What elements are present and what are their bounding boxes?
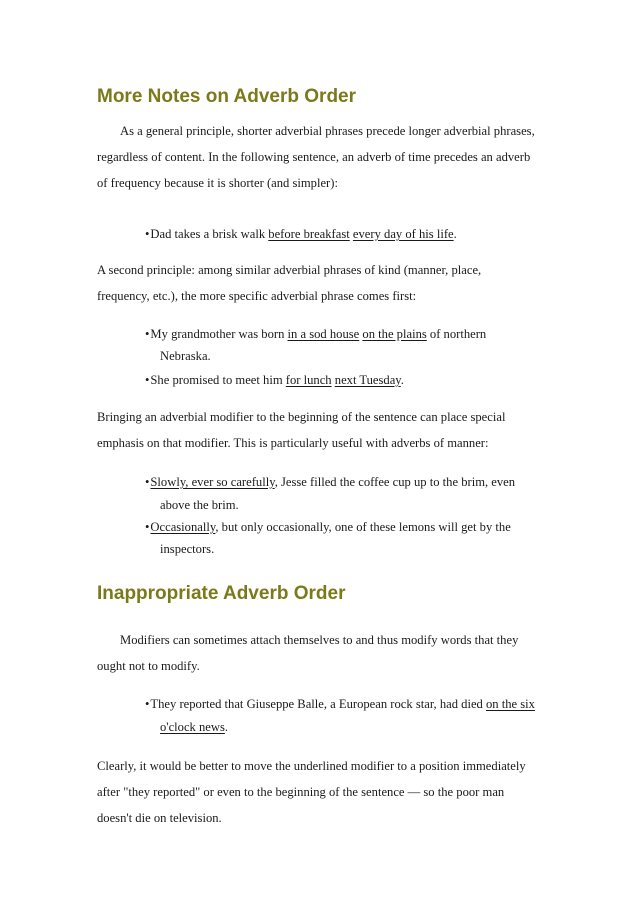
underlined-phrase: Slowly, ever so carefully	[150, 475, 275, 489]
text-run: A second principle: among similar adverbial phrases of kind (manner, place,	[97, 263, 482, 277]
text-run: ought not to modify.	[97, 659, 200, 673]
bullet-icon: •	[145, 520, 150, 534]
paragraph-line	[97, 409, 505, 425]
bullet-icon: •	[145, 227, 150, 241]
text-run: above the brim.	[160, 498, 239, 512]
text-run: emphasis on that modifier. This is particularly useful with adverbs of manner:	[97, 436, 489, 450]
text-run: , but only occasionally, one of these lemons will get by the	[215, 520, 511, 534]
section-heading: More Notes on Adverb Order	[97, 86, 357, 107]
underlined-phrase: on the six	[485, 697, 535, 711]
underlined-phrase: every day of his life	[352, 227, 454, 241]
bullet-line	[160, 348, 211, 364]
text-run: doesn't die on television.	[97, 811, 222, 825]
paragraph-line	[97, 810, 222, 826]
text-run: Bringing an adverbial modifier to the beginning of the sentence can place special	[97, 410, 506, 424]
text-run: inspectors.	[160, 542, 215, 556]
underlined-phrase: next Tuesday	[334, 373, 401, 387]
text-run: of northern	[426, 327, 487, 341]
bullet-icon: •	[145, 475, 150, 489]
text-run: They reported that Giuseppe Balle, a European rock star, had died	[150, 697, 486, 711]
bullet-line	[145, 226, 457, 242]
paragraph-line	[97, 784, 504, 800]
bullet-line	[145, 372, 404, 388]
bullet-line	[145, 696, 535, 712]
text-run: Clearly, it would be better to move the underlined modifier to a position immediately	[97, 759, 526, 773]
text-run: .	[453, 227, 457, 241]
text-run: , Jesse filled the coffee cup up to the brim, even	[274, 475, 516, 489]
bullet-icon: •	[145, 373, 150, 387]
text-run: .	[400, 373, 404, 387]
text-run: Dad takes a brisk walk	[150, 227, 269, 241]
paragraph-line	[97, 175, 338, 191]
paragraph-line	[97, 149, 530, 165]
paragraph-line	[120, 632, 518, 648]
paragraph-line	[97, 758, 526, 774]
paragraph-line	[120, 123, 535, 139]
text-run: She promised to meet him	[150, 373, 286, 387]
text-run: .	[224, 720, 229, 734]
paragraph-line	[97, 658, 200, 674]
underlined-phrase: for lunch	[285, 373, 332, 387]
text-run: Modifiers can sometimes attach themselves to and thus modify words that they	[120, 633, 519, 647]
bullet-line	[145, 474, 515, 490]
bullet-icon: •	[145, 327, 150, 341]
text-run: My grandmother was born	[150, 327, 288, 341]
underlined-phrase: before breakfast	[268, 227, 350, 241]
paragraph-line	[97, 288, 416, 304]
text-run: regardless of content. In the following sentence, an adverb of time precedes an adverb	[97, 150, 531, 164]
text-run: Nebraska.	[160, 349, 211, 363]
underlined-phrase: Occasionally	[150, 520, 216, 534]
underlined-phrase: on the plains	[362, 327, 427, 341]
text-run: after "they reported" or even to the beginning of the sentence — so the poor man	[97, 785, 505, 799]
section-heading: Inappropriate Adverb Order	[97, 583, 346, 604]
text-run: As a general principle, shorter adverbial phrases precede longer adverbial phrases,	[120, 124, 535, 138]
bullet-line	[160, 719, 228, 735]
underlined-phrase: in a sod house	[287, 327, 360, 341]
paragraph-line	[97, 435, 489, 451]
text-run: of frequency because it is shorter (and simpler):	[97, 176, 338, 190]
bullet-icon: •	[145, 697, 150, 711]
bullet-line	[160, 541, 214, 557]
underlined-phrase: o'clock news	[160, 720, 225, 734]
paragraph-line	[97, 262, 481, 278]
bullet-line	[160, 497, 239, 513]
text-run: frequency, etc.), the more specific adverbial phrase comes first:	[97, 289, 417, 303]
bullet-line	[145, 326, 486, 342]
bullet-line	[145, 519, 511, 535]
